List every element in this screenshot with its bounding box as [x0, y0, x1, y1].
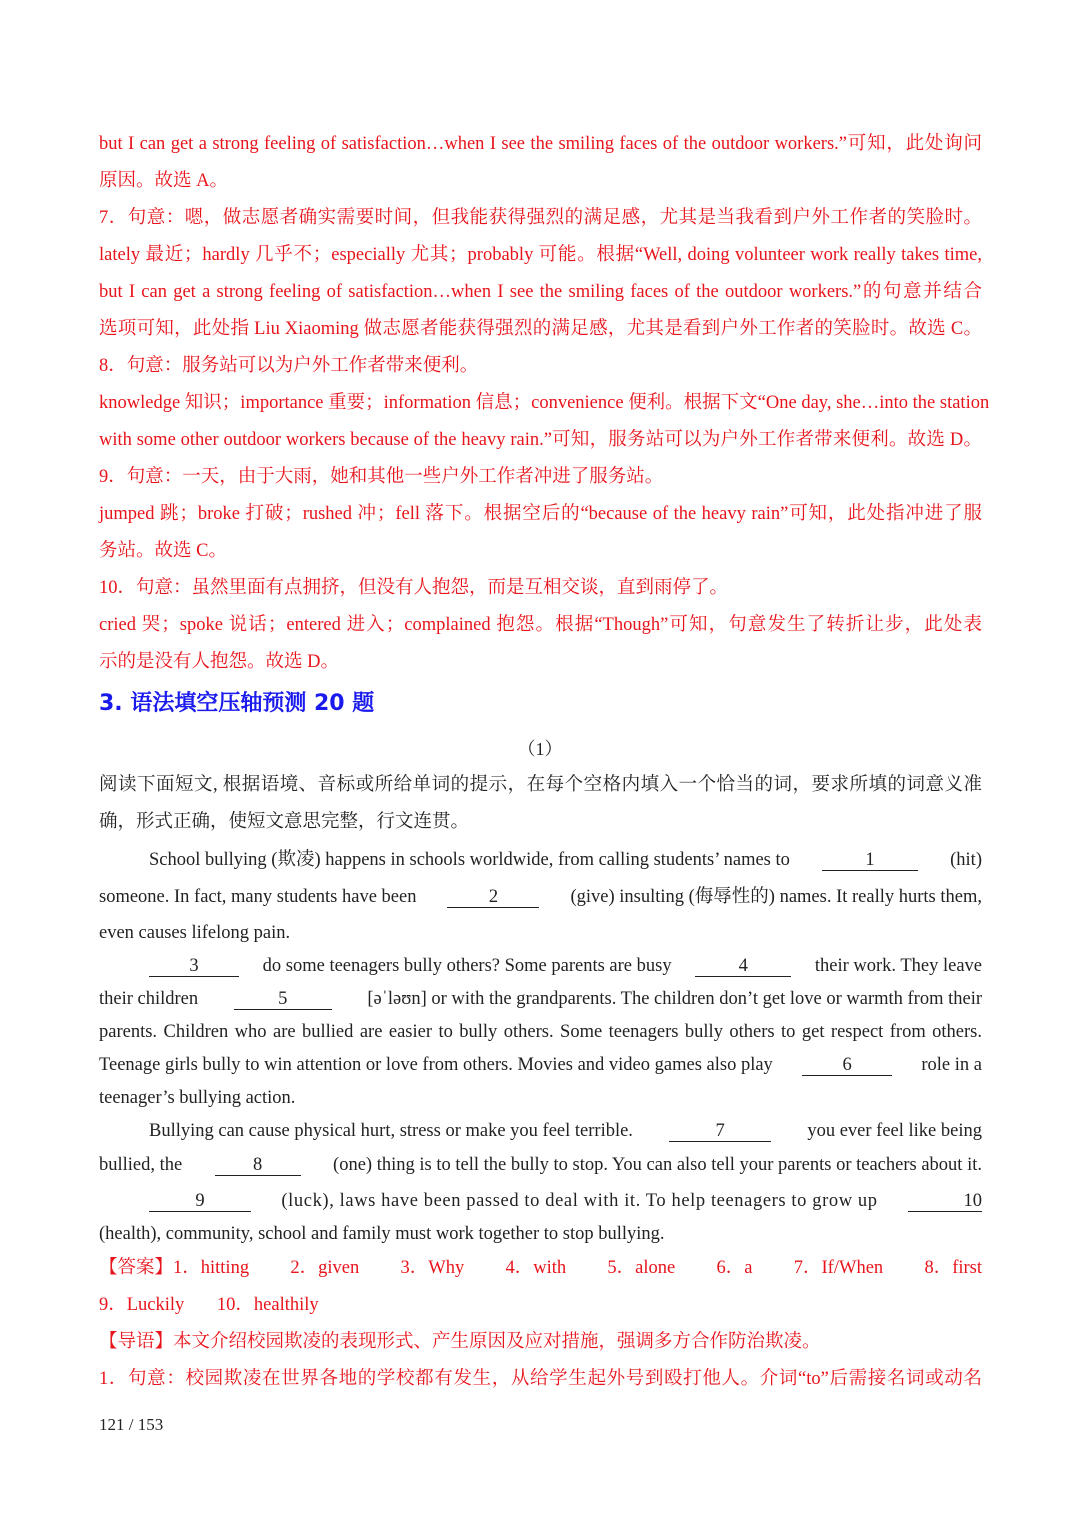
answer-item: 7．If/When [793, 1258, 884, 1278]
section-heading: 3. 语法填空压轴预测 20 题 [99, 691, 375, 716]
explanation-line: 10．句意：虽然里面有点拥挤，但没有人抱怨，而是互相交谈，直到雨停了。 [99, 578, 729, 598]
passage-text: Teenage girls bully to win attention or love from others. Movies and video games also play [99, 1055, 773, 1075]
explanation-line: knowledge 知识；importance 重要；information 信息；convenience 便利。根据下文“One day, she…into the station [99, 393, 990, 413]
guide-text: 本文介绍校园欺凌的表现形式、产生原因及应对措施，强调多方合作防治欺凌。 [173, 1332, 821, 1352]
passage-text: their children [99, 989, 199, 1009]
answer-item: 9．Luckily [99, 1295, 185, 1315]
answer-item: 5．alone [607, 1258, 676, 1278]
passage-line [99, 986, 982, 1012]
blank-6[interactable]: 6 [802, 1055, 892, 1076]
answers-line [99, 1292, 982, 1318]
blank-10[interactable]: 10 [908, 1191, 982, 1212]
blank-7[interactable]: 7 [669, 1121, 771, 1142]
explanation-line: lately 最近；hardly 几乎不；especially 尤其；probably 可能。根据“Well, doing volunteer work really takes time, [99, 245, 982, 265]
answer-label: 【答案】1．hitting [99, 1258, 250, 1278]
blank-5[interactable]: 5 [234, 989, 332, 1010]
passage-text: someone. In fact, many students have been [99, 887, 417, 907]
passage-line: parents. Children who are bullied are easier to bully others. Some teenagers bully others to get respect from others. [99, 1022, 982, 1042]
passage-line [149, 953, 982, 979]
answer-item: 2．given [290, 1258, 360, 1278]
instructions-line: 阅读下面短文, 根据语境、音标或所给单词的提示，在每个空格内填入一个恰当的词，要求所填的词意义准 [99, 775, 982, 795]
answer-item: 3．Why [400, 1258, 465, 1278]
explanation-line: 9．句意：一天，由于大雨，她和其他一些户外工作者冲进了服务站。 [99, 467, 664, 487]
explanation-line: but I can get a strong feeling of satisfaction…when I see the smiling faces of the outdoor workers.”可知，此处询问 [99, 134, 982, 154]
passage-line [99, 884, 982, 910]
explanation-line: cried 哭；spoke 说话；entered 进入；complained 抱怨。根据“Though”可知，句意发生了转折让步，此处表 [99, 615, 982, 635]
passage-text: (give) insulting (侮辱性的) names. It really hurts them, [570, 887, 982, 907]
passage-text: do some teenagers bully others? Some parents are busy [262, 956, 672, 976]
passage-text: [əˈləʊn] or with the grandparents. The children don’t get love or warmth from their [367, 989, 982, 1009]
answer-item: 10．healthily [216, 1295, 319, 1315]
explanation-line: jumped 跳；broke 打破；rushed 冲；fell 落下。根据空后的“because of the heavy rain”可知，此处指冲进了服 [99, 504, 982, 524]
explanation-line: 8．句意：服务站可以为户外工作者带来便利。 [99, 356, 479, 376]
answer-item: 4．with [505, 1258, 567, 1278]
blank-3[interactable]: 3 [149, 956, 239, 977]
explanation-line: but I can get a strong feeling of satisfaction…when I see the smiling faces of the outdoor workers.”的句意并结合 [99, 282, 982, 302]
answer-item: 6．a [716, 1258, 753, 1278]
passage-line [99, 1152, 982, 1178]
blank-1[interactable]: 1 [822, 850, 918, 871]
passage-line: (health), community, school and family must work together to stop bullying. [99, 1224, 665, 1244]
blank-9[interactable]: 9 [149, 1191, 251, 1212]
passage-text: Bullying can cause physical hurt, stress or make you feel terrible. [149, 1121, 633, 1141]
guide-line [99, 1329, 982, 1355]
passage-line: even causes lifelong pain. [99, 923, 291, 943]
passage-text: role in a [921, 1055, 982, 1075]
explanation-line: 原因。故选 A。 [99, 171, 228, 191]
explanation-line: 7．句意：嗯，做志愿者确实需要时间，但我能获得强烈的满足感，尤其是当我看到户外工作者的笑脸时。 [99, 208, 982, 228]
explanation-line: 选项可知，此处指 Liu Xiaoming 做志愿者能获得强烈的满足感，尤其是看到户外工作者的笑脸时。故选 C。 [99, 319, 982, 339]
answers-line [99, 1255, 982, 1281]
blank-2[interactable]: 2 [447, 887, 539, 908]
instructions-line: 确，形式正确，使短文意思完整，行文连贯。 [99, 812, 470, 832]
explanation-line: 示的是没有人抱怨。故选 D。 [99, 652, 339, 672]
passage-text: (one) thing is to tell the bully to stop. You can also tell your parents or teachers about it. [333, 1155, 982, 1175]
passage-text: School bullying (欺凌) happens in schools worldwide, from calling students’ names to [149, 850, 790, 870]
explanation-line: 务站。故选 C。 [99, 541, 227, 561]
passage-text: their work. They leave [814, 956, 982, 976]
exercise-number: （1） [517, 739, 563, 759]
passage-line: teenager’s bullying action. [99, 1088, 296, 1108]
answer-item: 8．first [924, 1258, 982, 1278]
passage-line [149, 1188, 982, 1214]
page-number: 121 / 153 [99, 1415, 164, 1434]
guide-label: 【导语】 [99, 1332, 174, 1352]
passage-line [149, 1118, 982, 1144]
passage-line [99, 1052, 982, 1078]
passage-text: you ever feel like being [807, 1121, 982, 1141]
blank-4[interactable]: 4 [695, 956, 791, 977]
passage-text: bullied, the [99, 1155, 183, 1175]
explanation-line: with some other outdoor workers because of the heavy rain.”可知，服务站可以为户外工作者带来便利。故选 D。 [99, 430, 982, 450]
explanation-line: 1．句意：校园欺凌在世界各地的学校都有发生，从给学生起外号到殴打他人。介词“to”后需接名词或动名 [99, 1369, 982, 1389]
passage-text: (hit) [950, 850, 982, 870]
passage-line [149, 847, 982, 873]
passage-text: (luck), laws have been passed to deal with it. To help teenagers to grow up [281, 1191, 878, 1211]
blank-8[interactable]: 8 [215, 1155, 301, 1176]
